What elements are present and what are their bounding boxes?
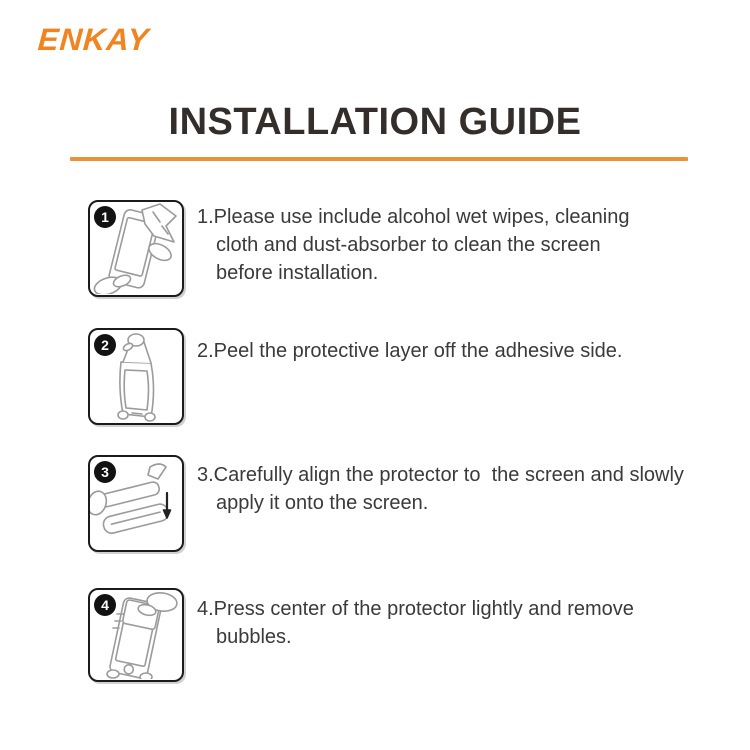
step-1-line-1: 1.Please use include alcohol wet wipes, cleaning xyxy=(197,206,630,228)
step-2-badge: 2 xyxy=(94,334,116,356)
step-4-illustration-box xyxy=(88,588,184,682)
step-1-badge: 1 xyxy=(94,206,116,228)
step-4-line-2: bubbles. xyxy=(216,626,292,648)
step-3-text xyxy=(197,461,684,517)
step-4-line-1: 4.Press center of the protector lightly and remove xyxy=(197,598,634,620)
step-1-illustration-box xyxy=(88,200,184,297)
step-1-text xyxy=(197,203,630,287)
step-3-badge: 3 xyxy=(94,461,116,483)
step-2-text xyxy=(197,337,622,365)
step-1-line-2: cloth and dust-absorber to clean the screen xyxy=(216,234,601,256)
title-divider xyxy=(70,157,688,161)
step-3-illustration-box xyxy=(88,455,184,552)
enkay-logo: ENKAY xyxy=(36,22,151,57)
step-3-line-2: apply it onto the screen. xyxy=(216,492,429,514)
step-1-line-3: before installation. xyxy=(216,262,379,284)
step-4-text xyxy=(197,595,634,651)
step-4-badge: 4 xyxy=(94,594,116,616)
step-2-illustration-box xyxy=(88,328,184,425)
page-title: INSTALLATION GUIDE xyxy=(168,101,582,143)
step-2-line-1: 2.Peel the protective layer off the adhesive side. xyxy=(197,340,623,362)
step-3-line-1: 3.Carefully align the protector to the screen and slowly xyxy=(197,464,684,486)
